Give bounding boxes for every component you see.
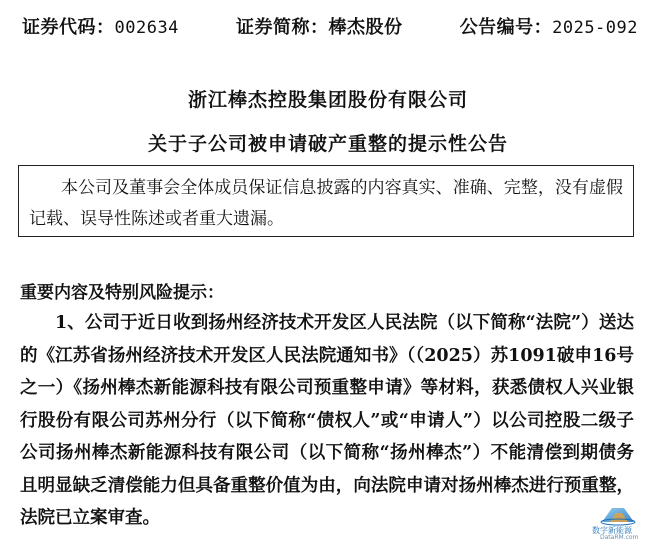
security-code-label: 证券代码： bbox=[22, 17, 115, 38]
watermark-url: DataRM.com bbox=[600, 534, 639, 541]
company-title: 浙江棒杰控股集团股份有限公司 bbox=[187, 89, 468, 111]
announcement-number-label: 公告编号： bbox=[459, 17, 553, 38]
security-name-label: 证券简称： bbox=[236, 17, 329, 38]
security-name-value: 棒杰股份 bbox=[328, 17, 403, 38]
section-title: 重要内容及特别风险提示： bbox=[20, 283, 224, 303]
announcement-number-value: 2025-092 bbox=[552, 18, 638, 38]
watermark-logo-icon bbox=[598, 504, 638, 526]
paragraph-1: 1、公司于近日收到扬州经济技术开发区人民法院（以下简称“法院”）送达的《江苏省扬州经济技术开发区人民法院通知书》（（2025）苏1091破申16号之一）《扬州棒杰新能源科技有限公司预重整申请》等材料，获悉债权人兴业银行股份有限公司苏州分行（以下简称“债权人”或“申请人”）以公司控股二级子公司扬州棒杰新能源科技有限公司（以下简称“扬州棒杰”）不能清偿到期债务且明显缺乏清偿能力但具备重整价值为由，向法院申请对扬州棒杰进行预重整，法院已立案审查。 bbox=[20, 313, 634, 528]
disclosure-notice-box: 本公司及董事会全体成员保证信息披露的内容真实、准确、完整，没有虚假记载、误导性陈述或者重大遗漏。 bbox=[18, 165, 634, 237]
watermark-text: 数字新能源 bbox=[592, 526, 632, 535]
security-name bbox=[236, 13, 403, 39]
announcement-title: 关于子公司被申请破产重整的提示性公告 bbox=[147, 133, 508, 155]
security-code-value: 002634 bbox=[114, 18, 179, 38]
security-code bbox=[22, 13, 179, 39]
watermark bbox=[592, 504, 652, 542]
announcement-number bbox=[460, 13, 638, 39]
announcement-header bbox=[22, 12, 638, 40]
